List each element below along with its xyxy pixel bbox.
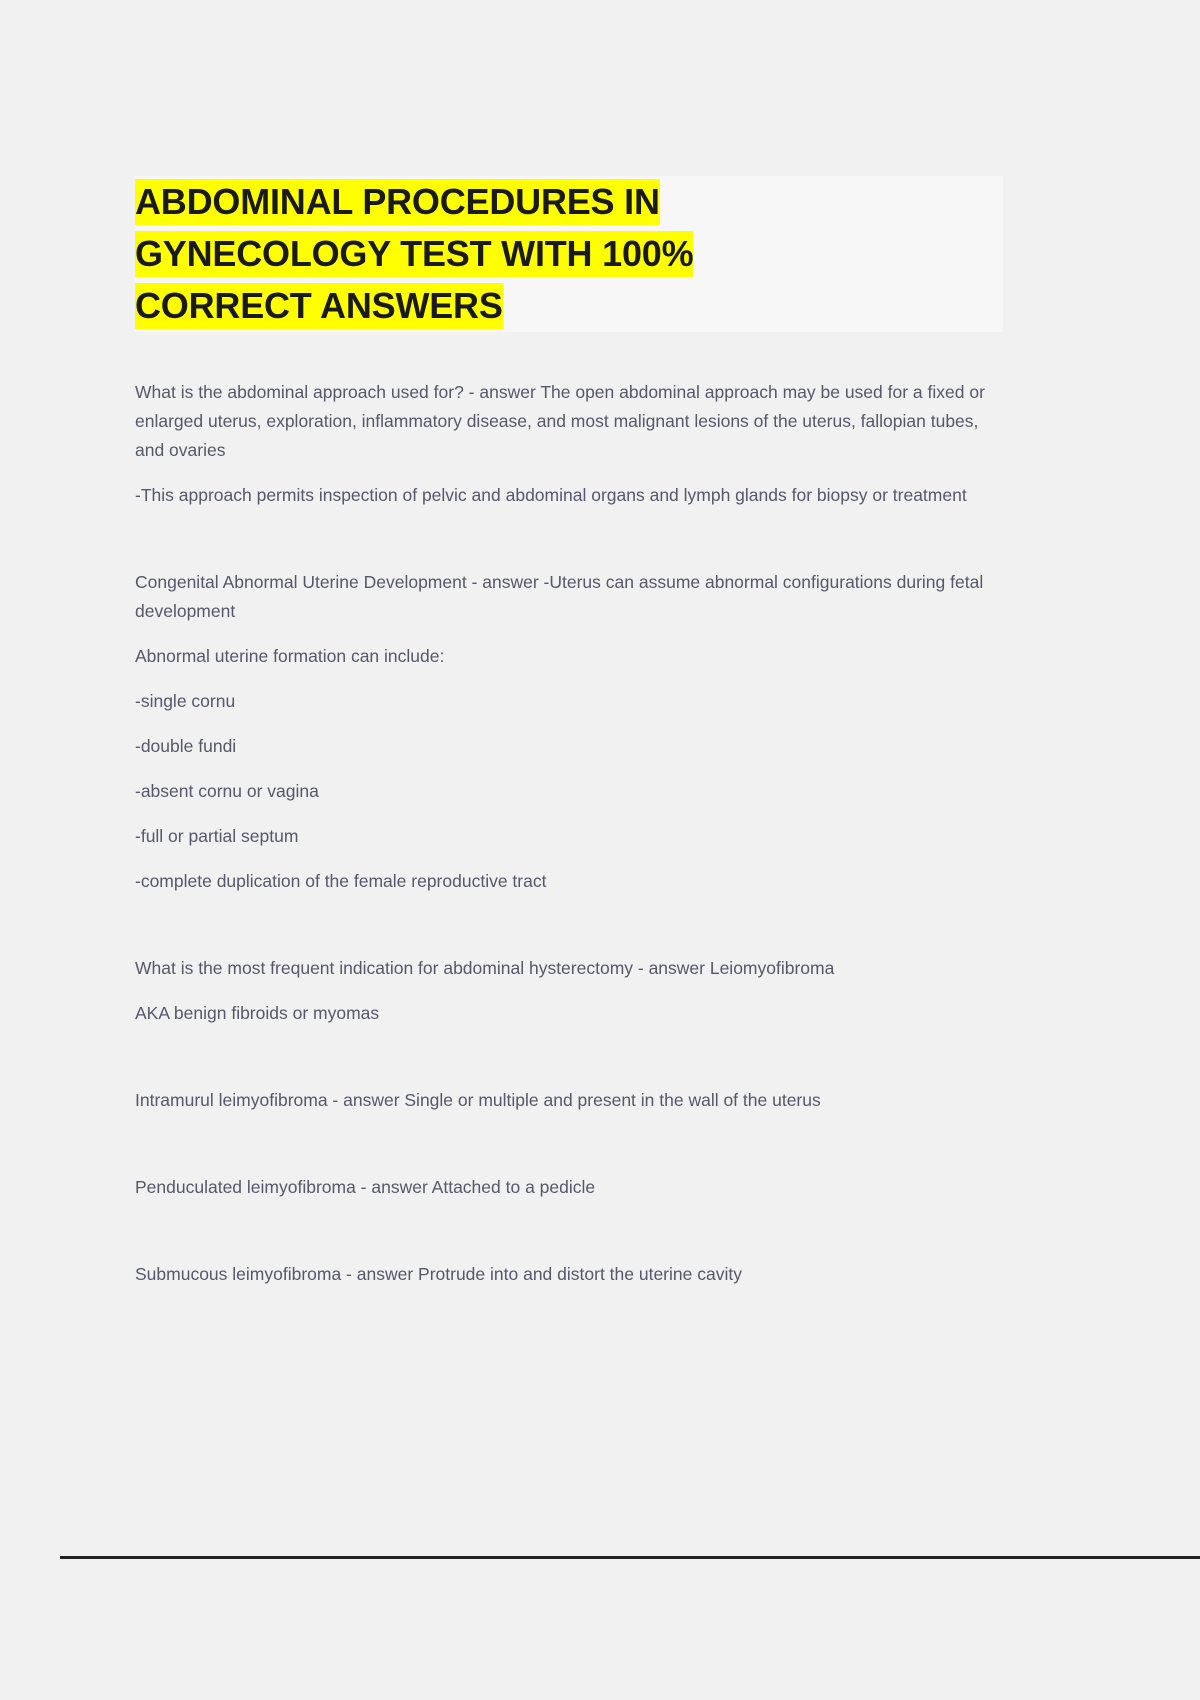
list-item-septum: -full or partial septum [135, 826, 299, 846]
page-title [135, 176, 855, 332]
paragraph-congenital-development: Congenital Abnormal Uterine Development - answer -Uterus can assume abnormal configurations during fetal development [135, 572, 984, 621]
list-item-double-fundi: -double fundi [135, 736, 237, 756]
document-title-block [135, 176, 1003, 332]
page-bottom-divider [60, 1556, 1200, 1559]
paragraph-inspection-note: -This approach permits inspection of pelvic and abdominal organs and lymph glands for biopsy or treatment [135, 485, 967, 505]
page-title-line-1: ABDOMINAL PROCEDURES IN [135, 179, 660, 225]
paragraph-penduculated-leimyofibroma: Penduculated leimyofibroma - answer Attached to a pedicle [135, 1177, 596, 1197]
paragraph-submucous-leimyofibroma: Submucous leimyofibroma - answer Protrude into and distort the uterine cavity [135, 1264, 742, 1284]
paragraph-benign-fibroids: AKA benign fibroids or myomas [135, 1003, 380, 1023]
page-title-line-3: CORRECT ANSWERS [135, 283, 503, 329]
list-item-single-cornu: -single cornu [135, 691, 236, 711]
document-content [135, 378, 1010, 1289]
list-item-absent-cornu: -absent cornu or vagina [135, 781, 319, 801]
paragraph-intramural-leimyofibroma: Intramurul leimyofibroma - answer Single or multiple and present in the wall of the uterus [135, 1090, 821, 1110]
page-title-line-2: GYNECOLOGY TEST WITH 100% [135, 231, 693, 277]
paragraph-abdominal-approach: What is the abdominal approach used for? - answer The open abdominal approach may be used for a fixed or enlarged uterus, exploration, inflammatory disease, and most malignant lesions of the uterus, fallopian tubes, and ovaries [135, 382, 985, 460]
paragraph-abnormal-formation-intro: Abnormal uterine formation can include: [135, 646, 445, 666]
list-item-complete-duplication: -complete duplication of the female reproductive tract [135, 871, 547, 891]
paragraph-hysterectomy-indication: What is the most frequent indication for abdominal hysterectomy - answer Leiomyofibroma [135, 958, 835, 978]
